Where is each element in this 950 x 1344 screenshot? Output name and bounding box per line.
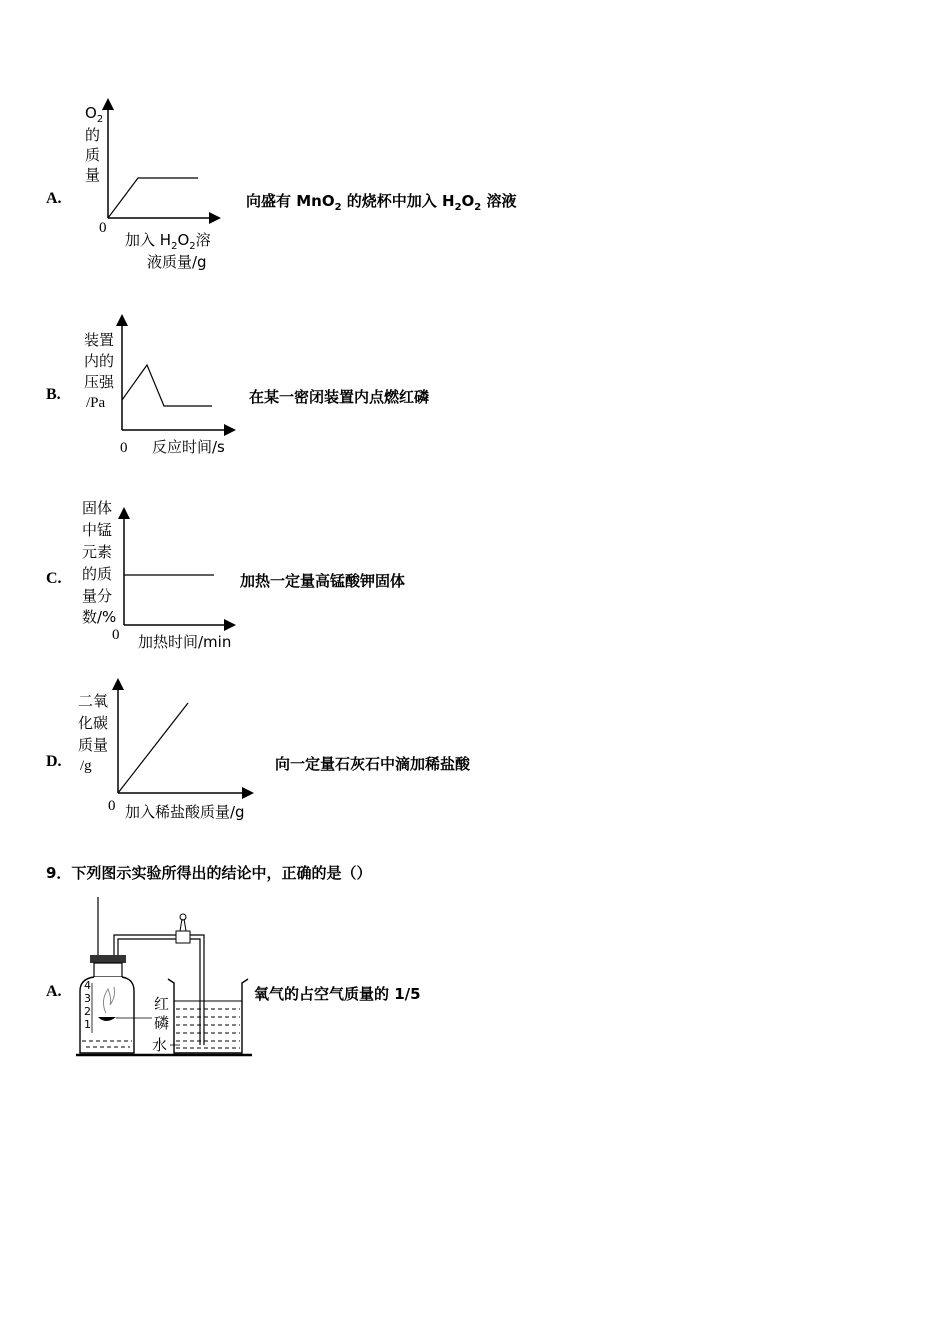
label-water: 水 [152, 1036, 168, 1054]
chart-d-y-label-line-4: /g [80, 758, 92, 774]
chart-c-origin: 0 [112, 627, 120, 643]
red-phosphorus-apparatus [72, 893, 262, 1063]
scale-mark-4: 4 [84, 979, 91, 992]
chart-a-series-line [108, 178, 198, 218]
chart-a [75, 100, 275, 280]
chart-a-x-label-line2: 液质量/g [147, 253, 207, 271]
chart-c-y-label-line-5: 量分 [82, 587, 113, 605]
chart-d-y-label-line-3: 质量 [78, 736, 109, 754]
beaker-water [176, 1009, 240, 1048]
clamp-handle-icon [180, 919, 186, 931]
option-d-statement: 向一定量石灰石中滴加稀盐酸 [275, 755, 471, 773]
chart-a-y-label-char-3: 量 [85, 166, 101, 184]
clamp-ring [180, 914, 186, 920]
question-9-title: 9．下列图示实验所得出的结论中，正确的是（） [46, 864, 372, 882]
option-c-statement: 加热一定量高锰酸钾固体 [240, 572, 406, 590]
scale-mark-2: 2 [84, 1005, 91, 1018]
chart-d-x-label: 加入稀盐酸质量/g [125, 803, 245, 821]
option-b-label: B. [46, 386, 61, 403]
question-9-option-a-label: A. [46, 983, 62, 1000]
clamp [176, 931, 190, 943]
option-a-label: A. [46, 190, 62, 207]
chart-a-x-label-line1: 加入 $H_2O_2$溶 [125, 231, 211, 252]
chart-c-y-label-line-3: 元素 [82, 543, 113, 561]
chart-d [78, 680, 298, 830]
chart-c-y-label-line-4: 的质 [82, 565, 113, 583]
option-b-statement: 在某一密闭装置内点燃红磷 [249, 388, 430, 406]
chart-b-y-label-line-4: /Pa [86, 395, 106, 411]
chart-b-origin: 0 [120, 440, 128, 456]
chart-b-y-label-line-2: 内的 [84, 352, 115, 370]
chart-b-series-line [122, 365, 212, 406]
option-a-statement: 向盛有 MnO$_2$ 的烧杯中加入 $H_2O_2$ 溶液 [246, 192, 517, 213]
chart-b-x-label: 反应时间/s [152, 438, 225, 456]
chart-d-series-line [118, 703, 188, 793]
option-d-label: D. [46, 753, 62, 770]
chart-c-x-label: 加热时间/min [138, 633, 232, 651]
scale-mark-1: 1 [84, 1018, 91, 1031]
chart-c-y-label-line-6: 数/% [82, 608, 117, 626]
option-c-label: C. [46, 570, 62, 587]
chart-a-origin: 0 [99, 220, 107, 236]
chart-b-y-label-line-3: 压强 [84, 373, 115, 391]
chart-a-y-label-char-2: 质 [85, 146, 101, 164]
chart-c-y-label-line-2: 中锰 [82, 521, 113, 539]
label-phosphorus: 磷 [154, 1014, 170, 1032]
chart-d-origin: 0 [108, 798, 116, 814]
chart-d-y-label-line-1: 二氧 [78, 692, 109, 710]
chart-b-y-label-line-1: 装置 [84, 331, 115, 349]
chart-a-y-label-top: $O_2$ [85, 104, 104, 125]
beaker [168, 979, 248, 1053]
chart-a-y-label-char-1: 的 [85, 126, 101, 144]
chart-c-y-label-line-1: 固体 [82, 499, 113, 517]
bottle-neck [94, 963, 122, 977]
scale-mark-3: 3 [84, 992, 91, 1005]
label-red: 红 [154, 995, 170, 1013]
question-9-option-a-statement: 氧气的占空气质量的 1/5 [254, 985, 421, 1003]
chart-d-y-label-line-2: 化碳 [78, 714, 109, 732]
stopper [90, 955, 126, 963]
